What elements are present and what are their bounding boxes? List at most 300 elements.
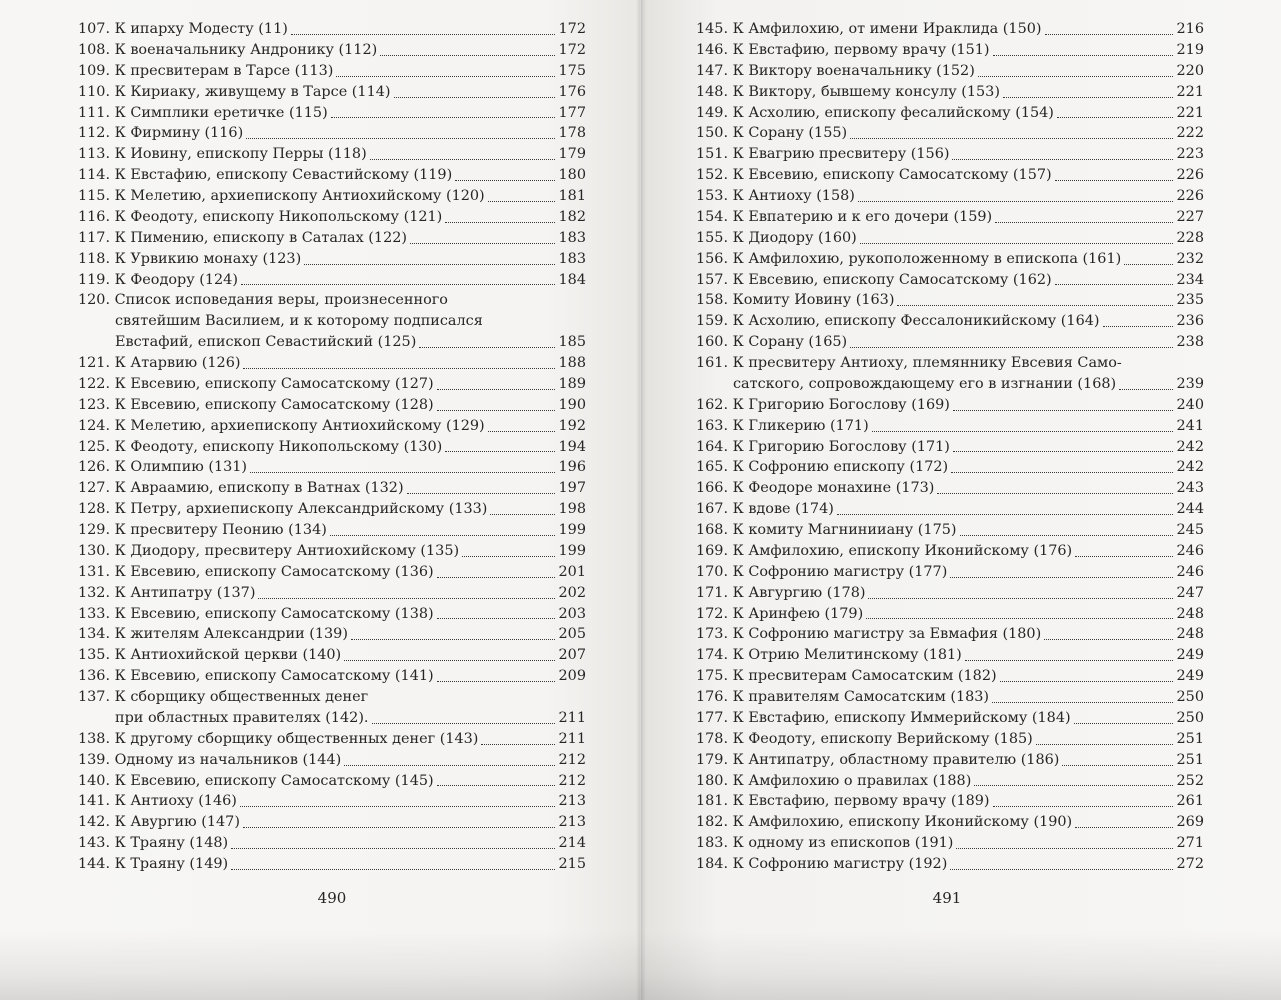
toc-entry-title: 113. К Иовину, епископу Перры (118) <box>78 146 367 163</box>
toc-entry-title: 163. К Гликерию (171) <box>696 417 869 434</box>
dot-leader <box>488 201 555 202</box>
toc-entry-page: 184 <box>558 271 586 288</box>
toc-entry <box>78 729 586 750</box>
toc-entry-page: 271 <box>1176 835 1204 852</box>
dot-leader <box>407 493 555 494</box>
toc-entry-page: 202 <box>558 584 586 601</box>
dot-leader <box>1103 326 1174 327</box>
toc-entry <box>78 791 586 812</box>
toc-entry <box>696 82 1204 103</box>
dot-leader <box>953 451 1173 452</box>
dot-leader <box>1075 827 1173 828</box>
toc-entry <box>78 645 586 666</box>
toc-entry-page: 235 <box>1176 292 1204 309</box>
dot-leader <box>1003 97 1173 98</box>
toc-entry <box>696 624 1204 645</box>
dot-leader <box>995 222 1173 223</box>
toc-entry <box>696 833 1204 854</box>
dot-leader <box>872 431 1173 432</box>
toc-entry <box>696 666 1204 687</box>
toc-entry-page: 190 <box>558 396 586 413</box>
toc-entry-title-line: сатского, сопровождающему его в изгнании (168) <box>733 375 1117 392</box>
toc-entry-title: 178. К Феодоту, епископу Верийскому (185) <box>696 730 1033 747</box>
toc-entry <box>696 583 1204 604</box>
toc-entry <box>696 812 1204 833</box>
dot-leader <box>897 305 1173 306</box>
toc-entry <box>78 207 586 228</box>
dot-leader <box>978 76 1173 77</box>
dot-leader <box>445 222 555 223</box>
toc-entry <box>78 750 586 771</box>
dot-leader <box>246 138 555 139</box>
toc-entry-title: 114. К Евстафию, епископу Севастийскому (119) <box>78 167 453 184</box>
toc-entry-page: 179 <box>558 146 586 163</box>
toc-entry-page: 212 <box>558 772 586 789</box>
toc-entry <box>78 457 586 478</box>
toc-entry <box>78 562 586 583</box>
toc-entry <box>696 708 1204 729</box>
toc-entry <box>78 290 586 353</box>
dot-leader <box>1055 284 1173 285</box>
toc-entry-title-line: 137. К сборщику общественных денег <box>78 689 369 705</box>
toc-entry-page: 203 <box>558 605 586 622</box>
toc-entry <box>696 395 1204 416</box>
toc-entry-title: 171. К Авгургию (178) <box>696 584 866 601</box>
toc-entry-title: 181. К Евстафию, первому врачу (189) <box>696 793 990 810</box>
toc-entry-page: 261 <box>1176 793 1204 810</box>
toc-entry-page: 207 <box>558 647 586 664</box>
dot-leader <box>868 598 1173 599</box>
toc-entry-page: 234 <box>1176 271 1204 288</box>
dot-leader <box>370 159 555 160</box>
toc-entry-title: 139. Одному из начальников (144) <box>78 751 342 768</box>
dot-leader <box>960 535 1174 536</box>
dot-leader <box>1057 117 1173 118</box>
dot-leader <box>291 34 555 35</box>
toc-entry-page: 209 <box>558 668 586 685</box>
toc-entry-title: 132. К Антипатру (137) <box>78 584 256 601</box>
toc-entry-title: 173. К Софронию магистру за Евмафия (180) <box>696 626 1042 643</box>
toc-entry <box>696 437 1204 458</box>
toc-entry-title: 107. К ипарху Модесту (11) <box>78 21 288 37</box>
toc-entry <box>696 123 1204 144</box>
toc-entry-page: 239 <box>1176 375 1204 392</box>
dot-leader <box>304 264 555 265</box>
toc-entry <box>696 144 1204 165</box>
toc-entry <box>78 666 586 687</box>
toc-entry <box>78 82 586 103</box>
toc-entry-page: 188 <box>558 355 586 371</box>
toc-entry-page: 214 <box>558 835 586 852</box>
toc-entry <box>696 311 1204 332</box>
toc-entry-page: 180 <box>558 167 586 184</box>
toc-entry-title: 169. К Амфилохию, епископу Иконийскому (176) <box>696 542 1073 559</box>
dot-leader <box>950 869 1173 870</box>
toc-entry-title: 115. К Мелетию, архиепископу Антиохийскому (120) <box>78 188 485 204</box>
toc-entry <box>78 374 586 395</box>
toc-entry-title: 119. К Феодору (124) <box>78 271 238 288</box>
toc-entry-page: 226 <box>1176 167 1204 184</box>
toc-entry-page: 247 <box>1176 584 1204 601</box>
toc-entry <box>78 144 586 165</box>
toc-entry <box>696 270 1204 291</box>
toc-entry-page: 221 <box>1176 83 1204 100</box>
toc-entry <box>78 437 586 458</box>
toc-entry-page: 189 <box>558 375 586 392</box>
dot-leader <box>866 618 1173 619</box>
toc-entry-page: 181 <box>558 188 586 204</box>
toc-entry <box>78 395 586 416</box>
toc-entry <box>696 791 1204 812</box>
toc-entry-page: 240 <box>1176 396 1204 413</box>
toc-entry-page: 226 <box>1176 188 1204 204</box>
toc-entry-title: 133. К Евсевию, епископу Самосатскому (138) <box>78 605 434 622</box>
toc-entry-title: 123. К Евсевию, епископу Самосатскому (128) <box>78 396 434 413</box>
toc-entry <box>696 541 1204 562</box>
toc-entry-title: 144. К Траяну (149) <box>78 856 229 872</box>
toc-entry-title: 129. К пресвитеру Пеонию (134) <box>78 522 327 538</box>
toc-entry-page: 242 <box>1176 438 1204 455</box>
toc-entry <box>78 854 586 875</box>
dot-leader <box>937 493 1173 494</box>
dot-leader <box>1124 264 1173 265</box>
toc-entry <box>78 771 586 792</box>
dot-leader <box>952 159 1173 160</box>
toc-entry-page: 252 <box>1176 772 1204 789</box>
toc-entry-page: 196 <box>558 459 586 476</box>
dot-leader <box>243 827 555 828</box>
toc-entry <box>696 19 1204 40</box>
toc-entry-title: 141. К Антиоху (146) <box>78 793 237 810</box>
toc-entry-page: 243 <box>1176 480 1204 497</box>
dot-leader <box>850 347 1173 348</box>
dot-leader <box>344 765 555 766</box>
toc-entry <box>696 520 1204 541</box>
toc-entry-title: 153. К Антиоху (158) <box>696 188 855 204</box>
toc-entry-page: 211 <box>558 730 586 747</box>
dot-leader <box>860 243 1173 244</box>
dot-leader <box>351 639 555 640</box>
toc-entry-page: 199 <box>558 542 586 559</box>
toc-entry-page: 222 <box>1176 125 1204 142</box>
toc-entry-page: 211 <box>558 709 586 726</box>
toc-entry-title: 172. К Аринфею (179) <box>696 605 864 622</box>
toc-entry <box>696 750 1204 771</box>
dot-leader <box>953 410 1173 411</box>
toc-entry-title: 110. К Кириаку, живущему в Тарсе (114) <box>78 83 391 100</box>
toc-entry <box>78 270 586 291</box>
dot-leader <box>419 347 555 348</box>
page-bottom-shadow <box>0 930 1281 1000</box>
toc-entry-page: 215 <box>558 856 586 872</box>
toc-entry-page: 249 <box>1176 668 1204 685</box>
toc-entry-page: 244 <box>1176 501 1204 518</box>
dot-leader <box>993 806 1173 807</box>
toc-entry-page: 250 <box>1176 709 1204 726</box>
toc-entry-title: 157. К Евсевию, епископу Самосатскому (162) <box>696 271 1052 288</box>
toc-entry <box>78 499 586 520</box>
dot-leader <box>956 848 1173 849</box>
toc-entry <box>696 103 1204 124</box>
toc-entry-title: 112. К Фирмину (116) <box>78 125 244 142</box>
dot-leader <box>488 431 555 432</box>
toc-entry <box>78 61 586 82</box>
dot-leader <box>380 55 555 56</box>
toc-entry-page: 205 <box>558 626 586 643</box>
toc-entry <box>696 687 1204 708</box>
dot-leader <box>462 556 555 557</box>
toc-entry-page: 272 <box>1176 856 1204 872</box>
toc-entry-title: 128. К Петру, архиепископу Александрийскому (133) <box>78 501 488 518</box>
dot-leader <box>437 389 555 390</box>
toc-entry-page: 178 <box>558 125 586 142</box>
toc-entry-page: 250 <box>1176 689 1204 705</box>
toc-entry <box>78 687 586 729</box>
toc-entry-title: 176. К правителям Самосатским (183) <box>696 689 990 705</box>
toc-entry-title: 158. Комиту Иовину (163) <box>696 292 895 309</box>
toc-entry-title: 117. К Пимению, епископу в Саталах (122) <box>78 229 408 246</box>
toc-entry-title: 177. К Евстафию, епископу Иммерийскому (184) <box>696 709 1071 726</box>
toc-entry <box>696 249 1204 270</box>
dot-leader <box>410 243 555 244</box>
toc-entry-page: 183 <box>558 229 586 246</box>
dot-leader <box>437 577 555 578</box>
toc-entry <box>78 604 586 625</box>
toc-entry-page: 182 <box>558 208 586 225</box>
dot-leader <box>965 660 1173 661</box>
toc-entry-page: 238 <box>1176 334 1204 351</box>
toc-list-right <box>696 19 1204 875</box>
toc-entry-page: 199 <box>558 522 586 538</box>
toc-entry-page: 236 <box>1176 313 1204 330</box>
toc-entry <box>78 228 586 249</box>
toc-entry <box>696 165 1204 186</box>
toc-entry-title: 111. К Симплики еретичке (115) <box>78 104 328 121</box>
toc-entry-title: 138. К другому сборщику общественных денег (143) <box>78 730 479 747</box>
toc-entry-title: 149. К Асхолию, епископу фесалийскому (154) <box>696 104 1054 121</box>
toc-entry-title: 125. К Феодоту, епископу Никопольскому (130) <box>78 438 443 455</box>
toc-entry-page: 245 <box>1176 522 1204 538</box>
toc-entry-title: 116. К Феодоту, епископу Никопольскому (121) <box>78 208 443 225</box>
toc-entry-page: 251 <box>1176 751 1204 768</box>
toc-entry-page: 213 <box>558 814 586 831</box>
toc-entry-title: 150. К Сорану (155) <box>696 125 848 142</box>
toc-entry-title: 140. К Евсевию, епископу Самосатскому (145) <box>78 772 434 789</box>
toc-entry-title: 164. К Григорию Богослову (171) <box>696 438 950 455</box>
toc-entry-title: 142. К Авургию (147) <box>78 814 240 831</box>
toc-entry-page: 221 <box>1176 104 1204 121</box>
toc-entry <box>78 833 586 854</box>
toc-entry <box>78 812 586 833</box>
toc-entry-page: 172 <box>558 21 586 37</box>
toc-entry-title-line: 161. К пресвитеру Антиоху, племяннику Евсевия Само- <box>696 355 1122 371</box>
dot-leader <box>858 201 1173 202</box>
toc-entry-title: 145. К Амфилохию, от имени Ираклида (150) <box>696 21 1042 37</box>
toc-entry-title: 183. К одному из епископов (191) <box>696 835 954 852</box>
toc-entry <box>696 645 1204 666</box>
toc-entry-page: 241 <box>1176 417 1204 434</box>
toc-entry-title: 146. К Евстафию, первому врачу (151) <box>696 41 990 58</box>
toc-entry-title: 118. К Урвикию монаху (123) <box>78 250 302 267</box>
dot-leader <box>231 848 555 849</box>
toc-entry-title-line: при областных правителях (142). <box>115 709 369 726</box>
dot-leader <box>993 55 1173 56</box>
toc-entry-title: 121. К Атарвию (126) <box>78 355 241 371</box>
toc-entry-title: 167. К вдове (174) <box>696 501 834 518</box>
dot-leader <box>1036 744 1173 745</box>
toc-entry-title: 151. К Евагрию пресвитеру (156) <box>696 146 950 163</box>
toc-entry <box>696 290 1204 311</box>
dot-leader <box>344 660 555 661</box>
dot-leader <box>372 723 555 724</box>
toc-entry-title: 147. К Виктору военачальнику (152) <box>696 62 975 79</box>
toc-entry <box>696 854 1204 875</box>
toc-entry <box>78 40 586 61</box>
dot-leader <box>241 284 555 285</box>
toc-entry <box>78 520 586 541</box>
toc-entry <box>78 583 586 604</box>
toc-entry-title-line: святейшим Василием, и к которому подписался <box>115 313 483 330</box>
dot-leader <box>1074 723 1173 724</box>
toc-entry-page: 177 <box>558 104 586 121</box>
left-page <box>0 0 640 1000</box>
toc-entry-page: 172 <box>558 41 586 58</box>
toc-entry-title: 166. К Феодоре монахине (173) <box>696 480 935 497</box>
toc-entry-title: 184. К Софронию магистру (192) <box>696 856 948 872</box>
toc-entry-page: 232 <box>1176 250 1204 267</box>
toc-entry-page: 219 <box>1176 41 1204 58</box>
toc-entry-page: 213 <box>558 793 586 810</box>
toc-entry-title: 130. К Диодору, пресвитеру Антиохийскому (135) <box>78 542 460 559</box>
toc-entry-page: 197 <box>558 480 586 497</box>
toc-entry-page: 220 <box>1176 62 1204 79</box>
toc-entry-title: 159. К Асхолию, епископу Фессалоникийскому (164) <box>696 313 1100 330</box>
toc-entry <box>78 541 586 562</box>
toc-entry <box>78 103 586 124</box>
toc-entry <box>696 499 1204 520</box>
dot-leader <box>437 681 555 682</box>
toc-entry-title: 160. К Сорану (165) <box>696 334 848 351</box>
toc-entry-title: 165. К Софронию епископу (172) <box>696 459 949 476</box>
toc-entry-page: 246 <box>1176 542 1204 559</box>
dot-leader <box>850 138 1173 139</box>
toc-list-left <box>78 19 586 875</box>
toc-entry-title: 148. К Виктору, бывшему консулу (153) <box>696 83 1000 100</box>
toc-entry <box>696 478 1204 499</box>
toc-entry-page: 192 <box>558 417 586 434</box>
dot-leader <box>490 514 555 515</box>
dot-leader <box>243 368 555 369</box>
toc-entry <box>78 123 586 144</box>
toc-entry <box>78 249 586 270</box>
toc-entry-title: 109. К пресвитерам в Тарсе (113) <box>78 62 334 79</box>
dot-leader <box>437 410 555 411</box>
toc-entry-page: 223 <box>1176 146 1204 163</box>
toc-entry-title: 179. К Антипатру, областному правителю (186) <box>696 751 1060 768</box>
toc-entry-title: 143. К Траяну (148) <box>78 835 229 852</box>
toc-entry <box>696 353 1204 395</box>
toc-entry <box>78 478 586 499</box>
toc-entry-title: 156. К Амфилохию, рукоположенному в епископа (161) <box>696 250 1122 267</box>
dot-leader <box>231 869 555 870</box>
dot-leader <box>331 117 555 118</box>
toc-entry <box>78 186 586 207</box>
dot-leader <box>1075 556 1173 557</box>
toc-entry <box>78 19 586 40</box>
book-gutter <box>636 0 646 1000</box>
dot-leader <box>481 744 555 745</box>
toc-entry-title: 122. К Евсевию, епископу Самосатскому (127) <box>78 375 434 392</box>
toc-entry-page: 251 <box>1176 730 1204 747</box>
toc-entry <box>78 165 586 186</box>
toc-entry-page: 228 <box>1176 229 1204 246</box>
toc-entry-page: 216 <box>1176 21 1204 37</box>
toc-entry-title-line: 120. Список исповедания веры, произнесенного <box>78 292 448 309</box>
toc-entry <box>696 457 1204 478</box>
dot-leader <box>445 451 555 452</box>
toc-entry-page: 176 <box>558 83 586 100</box>
toc-entry <box>696 332 1204 353</box>
toc-entry-title-line: Евстафий, епископ Севастийский (125) <box>115 334 417 351</box>
dot-leader <box>1044 639 1173 640</box>
dot-leader <box>437 618 555 619</box>
dot-leader <box>837 514 1173 515</box>
toc-entry-last-line <box>696 374 1204 395</box>
toc-entry-page: 249 <box>1176 647 1204 664</box>
toc-entry-page: 248 <box>1176 605 1204 622</box>
toc-entry <box>696 40 1204 61</box>
page-number-left: 490 <box>317 889 347 907</box>
toc-entry <box>78 416 586 437</box>
toc-entry-title: 131. К Евсевию, епископу Самосатскому (136) <box>78 563 434 580</box>
dot-leader <box>258 598 555 599</box>
dot-leader <box>250 472 555 473</box>
toc-entry-last-line <box>78 708 586 729</box>
toc-entry-title: 170. К Софронию магистру (177) <box>696 563 948 580</box>
toc-entry <box>78 624 586 645</box>
dot-leader <box>1045 34 1173 35</box>
toc-entry <box>696 228 1204 249</box>
toc-entry <box>696 61 1204 82</box>
toc-entry-page: 185 <box>558 334 586 351</box>
dot-leader <box>1055 180 1173 181</box>
toc-entry-title: 152. К Евсевию, епископу Самосатскому (157) <box>696 167 1052 184</box>
toc-entry-title: 174. К Отрию Мелитинскому (181) <box>696 647 962 664</box>
toc-entry-page: 248 <box>1176 626 1204 643</box>
dot-leader <box>1119 389 1173 390</box>
toc-entry-title: 127. К Авраамию, епископу в Ватнах (132) <box>78 480 404 497</box>
toc-entry-title: 155. К Диодору (160) <box>696 229 857 246</box>
toc-entry-title: 108. К военачальнику Андронику (112) <box>78 41 378 58</box>
page-number-right: 491 <box>932 889 962 907</box>
dot-leader <box>950 577 1173 578</box>
toc-entry-page: 269 <box>1176 814 1204 831</box>
toc-entry-page: 175 <box>558 62 586 79</box>
toc-entry <box>696 186 1204 207</box>
toc-entry-title: 168. К комиту Магнинииану (175) <box>696 522 957 538</box>
dot-leader <box>992 702 1173 703</box>
toc-entry <box>696 416 1204 437</box>
dot-leader <box>455 180 555 181</box>
toc-entry-title: 134. К жителям Александрии (139) <box>78 626 348 643</box>
toc-entry-title: 175. К пресвитерам Самосатским (182) <box>696 668 997 685</box>
toc-entry-title: 135. К Антиохийской церкви (140) <box>78 647 342 664</box>
toc-entry-title: 182. К Амфилохию, епископу Иконийскому (190) <box>696 814 1073 831</box>
toc-entry-page: 242 <box>1176 459 1204 476</box>
toc-entry-title: 180. К Амфилохию о правилах (188) <box>696 772 972 789</box>
right-page <box>641 0 1281 1000</box>
dot-leader <box>336 76 555 77</box>
